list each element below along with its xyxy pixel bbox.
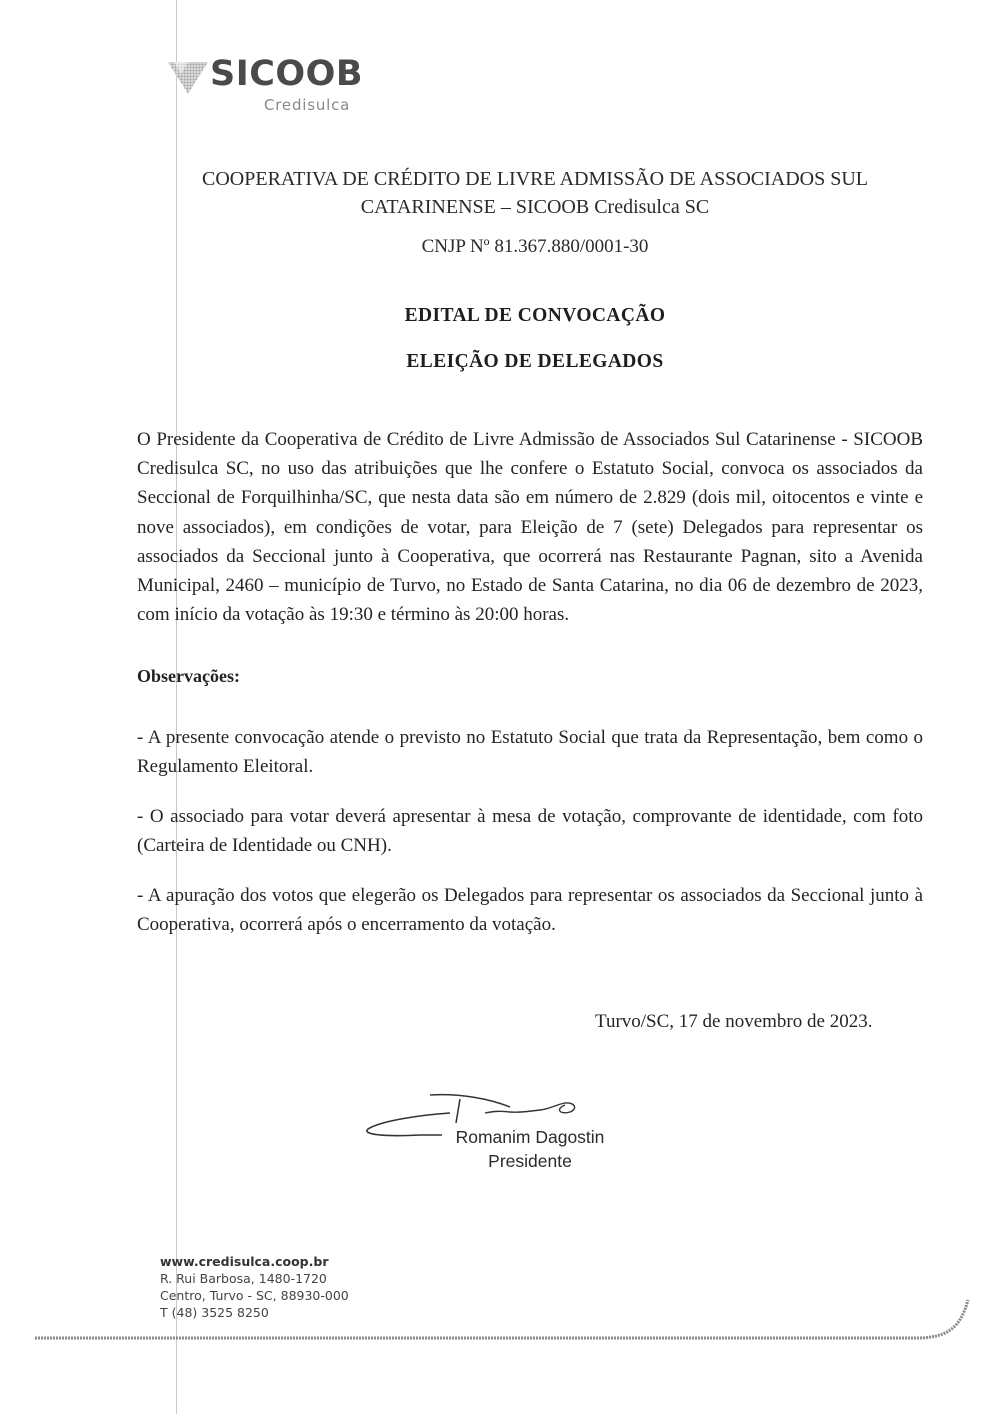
cooperative-name-line2: CATARINENSE – SICOOB Credisulca SC (360, 196, 710, 218)
document-title: EDITAL DE CONVOCAÇÃO (404, 305, 666, 326)
observation-item: - A apuração dos votos que elegerão os Delegados para representar os associados da Seccional junto à Cooperativa, ocorrerá após o encerramento da votação. (137, 885, 923, 936)
cooperative-name-line1: COOPERATIVA DE CRÉDITO DE LIVRE ADMISSÃO DE ASSOCIADOS SUL (202, 168, 868, 190)
sicoob-logo (168, 54, 368, 122)
place-and-date: Turvo/SC, 17 de novembro de 2023. (595, 1011, 873, 1032)
cnpj-number: CNJP Nº 81.367.880/0001-30 (421, 236, 649, 257)
signer-block (440, 1125, 620, 1173)
observation-item: - A presente convocação atende o previsto no Estatuto Social que trata da Representação, bem como o Regulamento Eleitoral. (137, 727, 923, 778)
document-subtitle: ELEIÇÃO DE DELEGADOS (406, 351, 664, 372)
footer-decorative-line (0, 1290, 1000, 1350)
sicoob-triangle-icon (168, 60, 208, 94)
footer-website-link[interactable]: www.credisulca.coop.br (160, 1254, 329, 1269)
main-paragraph: O Presidente da Cooperativa de Crédito de Livre Admissão de Associados Sul Catarinense - SICOOB Credisulca SC, no uso das atribuições que lhe confere o Estatuto Social, convoca os associados da Seccional de Forquilhinha/SC, que nesta data são em número de 2.829 (dois mil, oitocentos e vinte e nove associados), em condições de votar, para Eleição de 7 (sete) Delegados para representar os associados da Seccional junto à Cooperativa, que ocorrerá nas Restaurante Pagnan, sito a Avenida Municipal, 2460 – município de Turvo, no Estado de Santa Catarina, no dia 06 de dezembro de 2023, com início da votação às 19:30 e término às 20:00 horas. (137, 429, 923, 626)
signer-name: Romanim Dagostin (455, 1127, 605, 1147)
logo-brand-text: SICOOB (210, 54, 364, 94)
signer-role: Presidente (488, 1151, 572, 1171)
logo-subtitle: Credisulca (264, 96, 351, 114)
footer-phone: T (48) 3525 8250 (160, 1305, 269, 1320)
cooperative-name (140, 165, 930, 221)
observation-item: - O associado para votar deverá apresentar à mesa de votação, comprovante de identidade, com foto (Carteira de Identidade ou CNH). (137, 806, 923, 857)
footer-address-line2: Centro, Turvo - SC, 88930-000 (160, 1288, 349, 1303)
footer-address-line1: R. Rui Barbosa, 1480-1720 (160, 1271, 327, 1286)
observations-heading: Observações: (137, 666, 240, 686)
